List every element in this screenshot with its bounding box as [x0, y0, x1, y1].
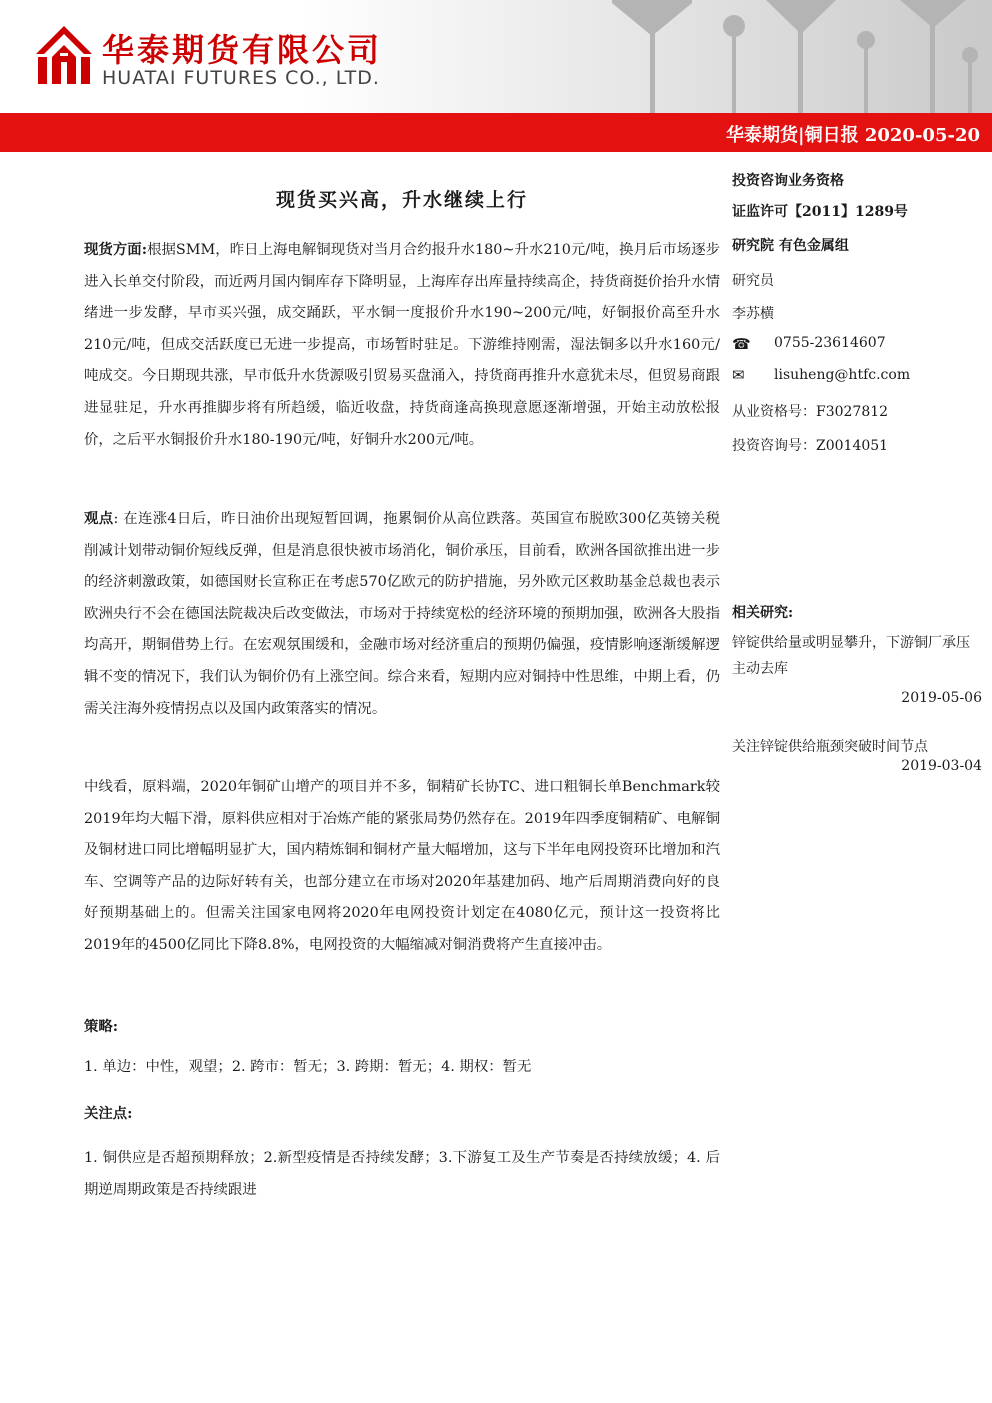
huatai-logo-icon	[34, 24, 94, 86]
phone-icon: ☎	[732, 335, 751, 353]
advisory-number: 投资咨询号：Z0014051	[732, 438, 889, 454]
practice-number: 从业资格号：F3027812	[732, 404, 889, 420]
spot-text: 根据SMM，昨日上海电解铜现货对当月合约报升水180~升水210元/吨，换月后市场逐步进入长单交付阶段，而近两月国内铜库存下降明显，上海库存出库量持续高企，持货商挺价抬升水情绪进一步发酵，早市买兴强，成交踊跃，平水铜一度报价升水190~200元/吨，好铜报价高至升水210元/吨，但成交活跃度已无进一步提高，市场暂时驻足。下游维持刚需，湿法铜多以升水160元/吨成交。今日期现共涨，早市低升水货源吸引贸易买盘涌入，持货商再推升水意犹未尽，但贸易商跟进显驻足，升水再推脚步将有所趋缓，临近收盘，持货商逢高换现意愿逐渐增强，开始主动放松报价，之后平水铜报价升水180-190元/吨，好铜升水200元/吨。	[84, 242, 721, 448]
related-research-date: 2019-05-06	[901, 690, 982, 706]
related-research-date: 2019-03-04	[901, 758, 982, 774]
report-bar	[0, 113, 992, 152]
report-tag: 华泰期货|铜日报 2020-05-20	[726, 125, 980, 146]
company-name-en: HUATAI FUTURES CO., LTD.	[102, 67, 380, 89]
author-role: 研究员	[732, 273, 774, 289]
view-text: : 在连涨4日后，昨日油价出现短暂回调，拖累铜价从高位跌落。英国宣布脱欧300亿英镑关税削减计划带动铜价短线反弹，但是消息很快被市场消化，铜价承压，目前看，欧洲各国欲推出进一步的经济刺激政策，如德国财长宣称正在考虑570亿欧元的防护措施，另外欧元区救助基金总裁也表示欧洲央行不会在德国法院裁决后改变做法，市场对于持续宽松的经济环境的预期加强，欧洲各大股指均高开，期铜借势上行。在宏观氛围缓和，金融市场对经济重启的预期仍偏强，疫情影响逐渐缓解逻辑不变的情况下，我们认为铜价仍有上涨空间。综合来看，短期内应对铜持中性思维，中期上看，仍需关注海外疫情拐点以及国内政策落实的情况。	[84, 511, 720, 717]
strategy-text: 1. 单边：中性，观望；2. 跨市：暂无；3. 跨期：暂无；4. 期权：暂无	[84, 1059, 532, 1075]
strategy-heading: 策略:	[84, 1018, 119, 1035]
envelope-icon: ✉	[732, 366, 745, 384]
focus-text: 1. 铜供应是否超预期释放；2.新型疫情是否持续发酵；3.下游复工及生产节奏是否持续放缓；4. 后期逆周期政策是否持续跟进	[84, 1150, 720, 1198]
spot-label: 现货方面:	[84, 241, 148, 258]
author-phone: 0755-23614607	[774, 335, 886, 351]
midline-paragraph: 中线看，原料端，2020年铜矿山增产的项目并不多，铜精矿长协TC、进口粗铜长单Benchmark较2019年均大幅下滑，原料供应相对于冶炼产能的紧张局势仍然存在。2019年四季度铜精矿、电解铜及铜材进口同比增幅明显扩大，国内精炼铜和铜材产量大幅增加，这与下半年电网投资环比增加和汽车、空调等产品的边际好转有关，也部分建立在市场对2020年基建加码、地产后周期消费向好的良好预期基础上的。但需关注国家电网将2020年电网投资计划定在4080亿元，预计这一投资将比2019年的4500亿同比下降8.8%，电网投资的大幅缩减对铜消费将产生直接冲击。	[84, 779, 720, 953]
spot-market-paragraph	[84, 234, 720, 456]
license-number: 证监许可【2011】1289号	[732, 204, 908, 220]
view-label: 观点	[84, 510, 114, 527]
related-research-heading: 相关研究:	[732, 605, 794, 621]
related-research-title[interactable]: 锌锭供给量或明显攀升，下游铜厂承压主动去库	[732, 635, 970, 677]
page-header	[0, 0, 992, 113]
institute-name: 研究院 有色金属组	[732, 238, 849, 254]
related-research-title[interactable]: 关注锌锭供给瓶颈突破时间节点	[732, 739, 928, 755]
page-title: 现货买兴高，升水继续上行	[275, 189, 528, 211]
author-email[interactable]: lisuheng@htfc.com	[774, 367, 911, 383]
company-name-cn: 华泰期货有限公司	[102, 31, 383, 69]
qualification-title: 投资咨询业务资格	[732, 173, 844, 189]
focus-heading: 关注点:	[84, 1105, 133, 1122]
author-name: 李苏横	[732, 306, 774, 322]
view-paragraph	[84, 503, 720, 725]
